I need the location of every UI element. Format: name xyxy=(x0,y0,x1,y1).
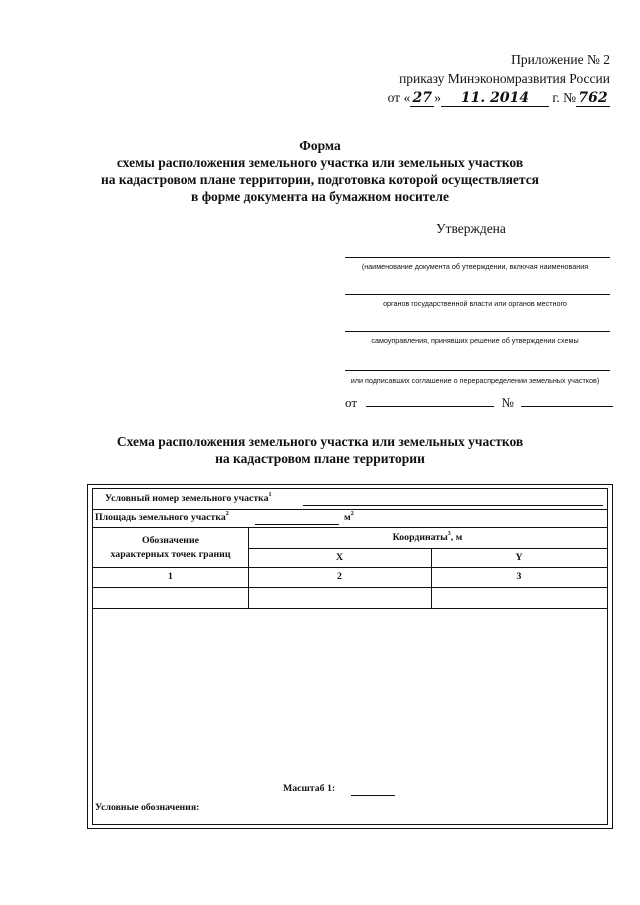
col-designation-line-1: Обозначение xyxy=(142,535,199,546)
table-row-divider xyxy=(93,509,607,510)
scheme-title xyxy=(0,433,640,467)
year-suffix: г. № xyxy=(552,90,576,105)
approval-blank-line-3[interactable] xyxy=(345,331,610,332)
approval-date-field[interactable] xyxy=(366,395,494,407)
form-title-line-2: схемы расположения земельного участка или земельных участков xyxy=(116,155,524,170)
from-label: от xyxy=(345,395,358,410)
order-reference: приказу Минэкономразвития России xyxy=(399,71,610,86)
table-row[interactable] xyxy=(93,587,607,608)
col-designation-line-2: характерных точек границ xyxy=(110,549,231,560)
area-unit: $м^2$ xyxy=(344,511,354,523)
table-row-divider xyxy=(93,527,607,528)
approval-blank-line-4[interactable] xyxy=(345,370,610,371)
form-title-line-1: Форма xyxy=(299,138,341,153)
form-title-line-4: в форме документа на бумажном носителе xyxy=(191,189,449,204)
order-date-line xyxy=(360,88,610,107)
scheme-title-line-1: Схема расположения земельного участка или земельных участков xyxy=(116,434,524,449)
order-number: 762 xyxy=(576,91,610,107)
col-coordinates: Координаты$^3$, м xyxy=(392,531,463,543)
scheme-table xyxy=(92,488,608,825)
scale-label: Масштаб 1: xyxy=(283,783,336,794)
col-x: X xyxy=(335,552,344,563)
appendix-header xyxy=(360,50,610,107)
appendix-number: Приложение № 2 xyxy=(511,52,610,67)
approval-caption-2: органов государственной власти или органов местного xyxy=(383,299,567,308)
approval-date-number-line xyxy=(345,395,613,411)
area-label: Площадь земельного участка$^2$ xyxy=(95,511,229,523)
approval-caption-3: самоуправления, принявших решение об утверждении схемы xyxy=(371,336,579,345)
approval-caption-4: или подписавших соглашение о перераспределении земельных участков) xyxy=(350,376,600,385)
area-field[interactable] xyxy=(255,524,339,525)
order-day: 27 xyxy=(410,91,434,107)
form-title-line-3: на кадастровом плане территории, подготовка которой осуществляется xyxy=(100,172,539,187)
scheme-title-line-2: на кадастровом плане территории xyxy=(215,451,425,466)
legend-label: Условные обозначения: xyxy=(95,802,200,813)
scheme-drawing-area[interactable] xyxy=(93,609,607,789)
col-y: Y xyxy=(515,552,523,563)
date-mid: » xyxy=(434,90,441,105)
date-prefix: от « xyxy=(387,90,411,105)
approval-blank-line-2[interactable] xyxy=(345,294,610,295)
col-num-3: 3 xyxy=(516,571,522,582)
order-month-year: 11. 2014 xyxy=(441,91,549,107)
table-row-divider xyxy=(93,567,607,568)
scheme-frame xyxy=(87,484,613,829)
cadastral-number-label: Условный номер земельного участка$^1$ xyxy=(105,492,272,504)
col-num-2: 2 xyxy=(337,571,342,582)
approval-blank-line-1[interactable] xyxy=(345,257,610,258)
form-title xyxy=(0,137,640,205)
approval-caption-1: (наименование документа об утверждении, включая наименования xyxy=(361,262,589,271)
cadastral-number-field[interactable] xyxy=(303,505,603,506)
approval-number-field[interactable] xyxy=(521,395,613,407)
approved-label: Утверждена xyxy=(436,221,506,236)
number-label: № xyxy=(501,395,514,410)
col-num-1: 1 xyxy=(168,571,173,582)
table-row-divider xyxy=(248,548,607,549)
scale-field[interactable] xyxy=(351,795,395,796)
